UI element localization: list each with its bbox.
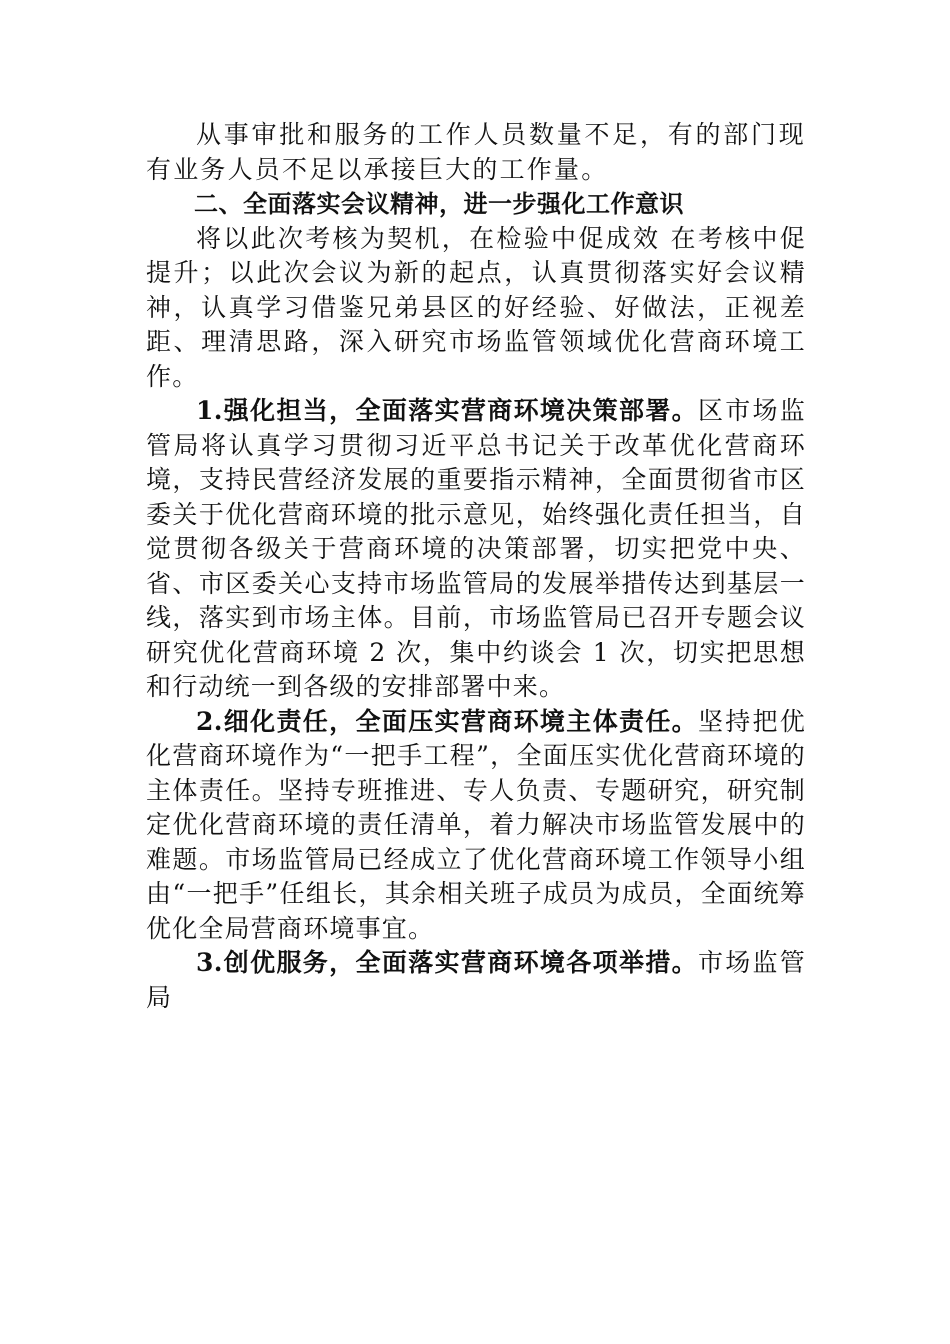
item-2-text: 坚持把优化营商环境作为“一把手工程”，全面压实优化营商环境的主体责任。坚持专班推进、专人负责、专题研究，研究制定优化营商环境的责任清单，着力解决市场监管发展中的难题。市场监管局已经成立了优化营商环境工作领导小组由“一把手”任组长，其余相关班子成员为成员，全面统筹优化全局营商环境事宜。: [146, 706, 806, 943]
document-body: [146, 118, 806, 1015]
item-1-lead: 1.强化担当，全面落实营商环境决策部署。: [196, 396, 699, 425]
paragraph-staffing-shortage: 从事审批和服务的工作人员数量不足，有的部门现有业务人员不足以承接巨大的工作量。: [146, 120, 806, 184]
item-3-paragraph: [146, 946, 806, 1015]
item-1-paragraph: [146, 394, 806, 705]
item-2-lead: 2.细化责任，全面压实营商环境主体责任。: [196, 706, 699, 736]
paragraph-section-intro: 将以此次考核为契机，在检验中促成效 在考核中促提升；以此次会议为新的起点，认真贯彻落实好会议精神，认真学习借鉴兄弟县区的好经验、好做法，正视差距、理清思路，深入研究市场监管领域优化营商环境工作。: [146, 223, 806, 391]
item-3-text: 市场监管局: [146, 948, 806, 1012]
section-heading-2: 二、全面落实会议精神，进一步强化工作意识: [194, 190, 684, 218]
item-2-paragraph: [146, 705, 806, 947]
item-1-text: 区市场监管局将认真学习贯彻习近平总书记关于改革优化营商环境，支持民营经济发展的重要指示精神，全面贯彻省市区委关于优化营商环境的批示意见，始终强化责任担当，自觉贯彻各级关于营商环境的决策部署，切实把党中央、省、市区委关心支持市场监管局的发展举措传达到基层一线，落实到市场主体。目前，市场监管局已召开专题会议研究优化营商环境 2 次，集中约谈会 1 次，切实把思想和行动统一到各级的安排部署中来。: [146, 396, 806, 701]
item-3-lead: 3.创优服务，全面落实营商环境各项举措。: [196, 948, 699, 977]
